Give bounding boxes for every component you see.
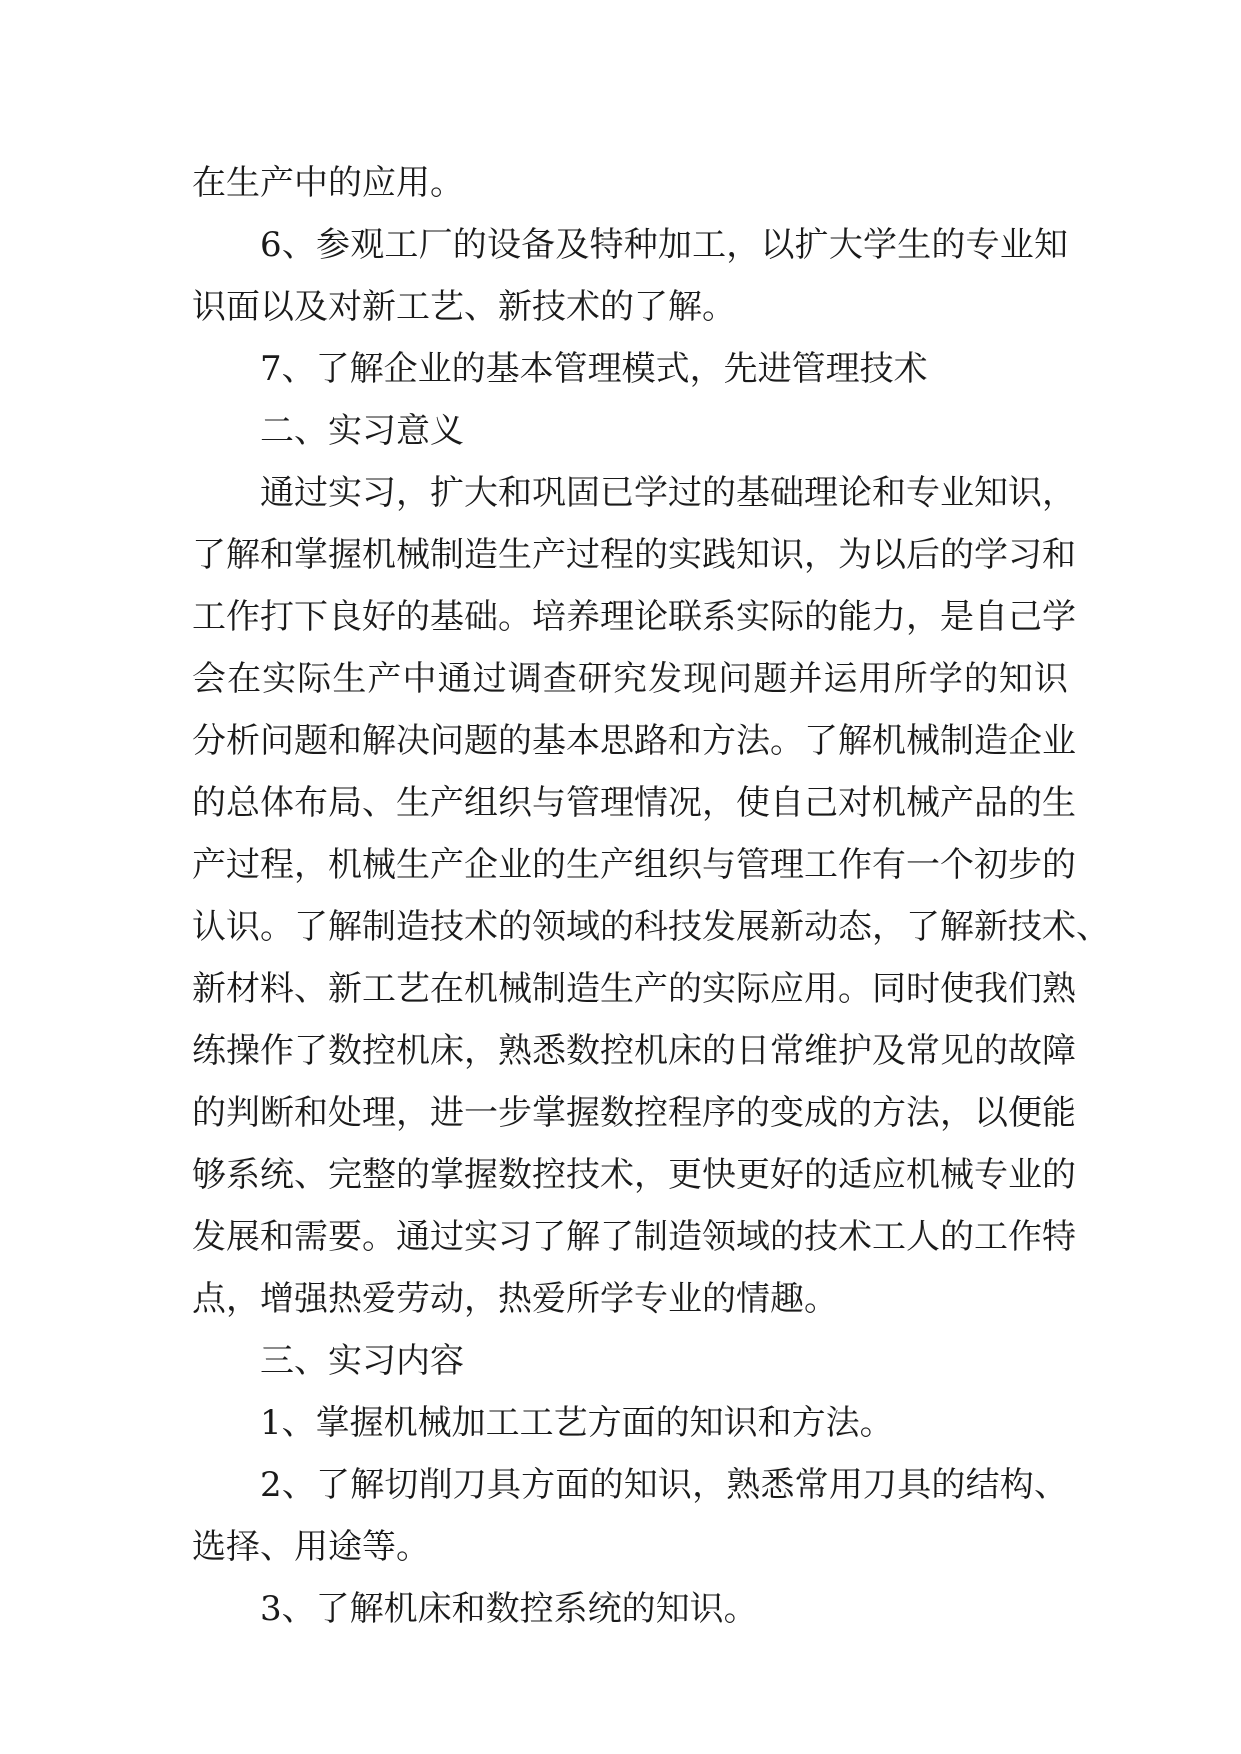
section-heading: 三、实习内容 bbox=[260, 1341, 464, 1381]
text-line: 的判断和处理，进一步掌握数控程序的变成的方法，以便能 bbox=[192, 1093, 1076, 1133]
text-line: 选择、用途等。 bbox=[192, 1527, 430, 1567]
text-line: 发展和需要。通过实习了解了制造领域的技术工人的工作特 bbox=[192, 1217, 1076, 1257]
text-line: 工作打下良好的基础。培养理论联系实际的能力，是自己学 bbox=[192, 597, 1076, 637]
text-line: 识面以及对新工艺、新技术的了解。 bbox=[192, 287, 736, 327]
text-line: 了解和掌握机械制造生产过程的实践知识，为以后的学习和 bbox=[192, 535, 1076, 575]
text-line: 7、了解企业的基本管理模式，先进管理技术 bbox=[260, 349, 928, 389]
text-line: 通过实习，扩大和巩固已学过的基础理论和专业知识， bbox=[260, 473, 1076, 513]
text-line: 新材料、新工艺在机械制造生产的实际应用。同时使我们熟 bbox=[192, 969, 1076, 1009]
text-line: 在生产中的应用。 bbox=[192, 163, 464, 203]
text-line: 2、了解切削刀具方面的知识，熟悉常用刀具的结构、 bbox=[260, 1465, 1068, 1505]
text-line: 够系统、完整的掌握数控技术，更快更好的适应机械专业的 bbox=[192, 1155, 1076, 1195]
text-line: 3、了解机床和数控系统的知识。 bbox=[260, 1589, 758, 1629]
text-line: 认识。了解制造技术的领域的科技发展新动态，了解新技术、 bbox=[192, 907, 1110, 947]
text-line: 分析问题和解决问题的基本思路和方法。了解机械制造企业 bbox=[192, 721, 1076, 761]
text-line: 6、参观工厂的设备及特种加工，以扩大学生的专业知 bbox=[260, 225, 1068, 265]
text-line: 1、掌握机械加工工艺方面的知识和方法。 bbox=[260, 1403, 894, 1443]
text-line: 产过程，机械生产企业的生产组织与管理工作有一个初步的 bbox=[192, 845, 1076, 885]
text-line: 会在实际生产中通过调查研究发现问题并运用所学的知识 bbox=[192, 659, 1068, 699]
text-line: 练操作了数控机床，熟悉数控机床的日常维护及常见的故障 bbox=[192, 1031, 1076, 1071]
text-line: 的总体布局、生产组织与管理情况，使自己对机械产品的生 bbox=[192, 783, 1076, 823]
document-body bbox=[192, 152, 1110, 1640]
section-heading: 二、实习意义 bbox=[260, 411, 464, 451]
text-line: 点，增强热爱劳动，热爱所学专业的情趣。 bbox=[192, 1279, 838, 1319]
